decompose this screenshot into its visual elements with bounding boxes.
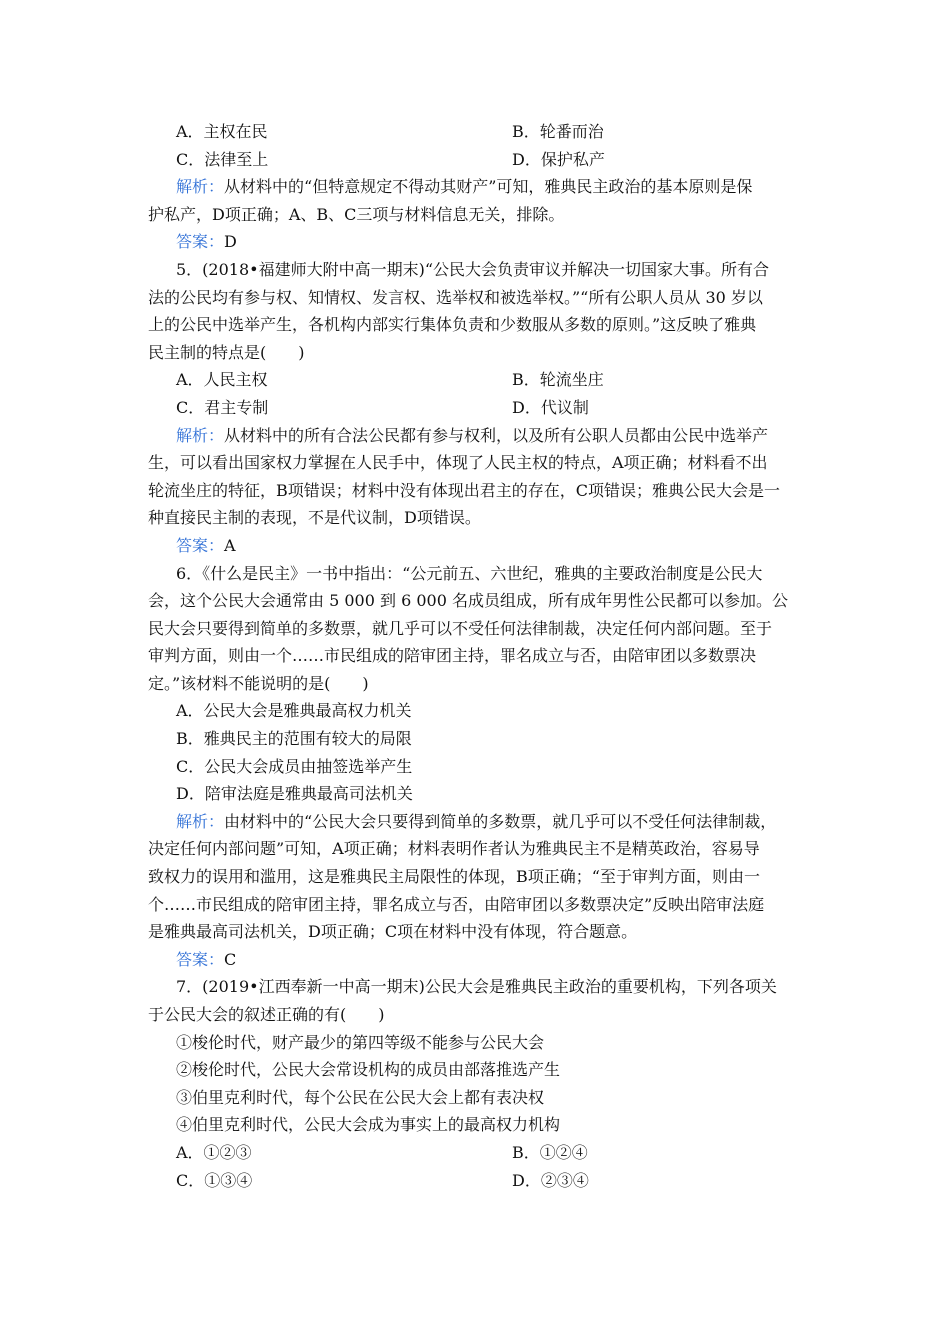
q6-option-d: D．陪审法庭是雅典最高司法机关	[176, 784, 413, 804]
q6-analysis-line: 致权力的误用和滥用，这是雅典民主局限性的体现，B项正确；“至于审判方面，则由一	[148, 867, 760, 887]
q5-answer-label: 答案：	[176, 535, 225, 555]
q5-analysis-line: 种直接民主制的表现，不是代议制，D项错误。	[148, 508, 481, 528]
q5-stem-line: 民主制的特点是( )	[148, 342, 305, 362]
q4-analysis-label: 解析：	[176, 177, 225, 197]
q4-option-c: C．法律至上	[176, 149, 269, 169]
q7-option-d: D．②③④	[512, 1170, 589, 1190]
q6-analysis-line: 决定任何内部问题”可知，A项正确；材料表明作者认为雅典民主不是精英政治，容易导	[148, 839, 760, 859]
q4-option-d: D．保护私产	[512, 149, 605, 169]
q5-stem-line: 上的公民中选举产生，各机构内部实行集体负责和少数服从多数的原则。”这反映了雅典	[148, 315, 757, 335]
q5-stem-line: 5．(2018•福建师大附中高一期末)“公民大会负责审议并解决一切国家大事。所有合	[176, 259, 770, 279]
q4-answer	[148, 228, 812, 256]
q6-analysis	[148, 808, 812, 946]
q7-stem-line: 于公民大会的叙述正确的有( )	[148, 1005, 385, 1024]
q7-option-a: A．①②③	[176, 1142, 252, 1162]
q6-stem-line: 定。”该材料不能说明的是( )	[148, 673, 369, 693]
q6-stem-line: 审判方面，则由一个……市民组成的陪审团主持，罪名成立与否，由陪审团以多数票决	[148, 646, 757, 666]
q7-options-row-2	[148, 1167, 812, 1195]
q6-answer-label: 答案：	[176, 949, 225, 969]
q6-stem-line: 民大会只要得到简单的多数票，就几乎可以不受任何法律制裁，决定任何内部问题。至于	[148, 618, 773, 638]
q7-statement-4: ④伯里克利时代，公民大会成为事实上的最高权力机构	[176, 1115, 561, 1135]
q5-options-row-1	[148, 366, 812, 394]
q6-analysis-label: 解析：	[176, 811, 225, 831]
q5-analysis-line: 轮流坐庄的特征，B项错误；材料中没有体现出君主的存在，C项错误；雅典公民大会是一	[148, 480, 781, 500]
q4-answer-value: D	[224, 232, 237, 252]
q6-analysis-line: 由材料中的“公民大会只要得到简单的多数票，就几乎可以不受任何法律制裁，	[224, 811, 777, 831]
q7-statement-2: ②梭伦时代，公民大会常设机构的成员由部落推选产生	[176, 1060, 561, 1080]
q4-analysis	[148, 173, 812, 228]
q5-analysis-line: 生，可以看出国家权力掌握在人民手中，体现了人民主权的特点，A项正确；材料看不出	[148, 453, 768, 473]
q5-answer	[148, 532, 812, 560]
q5-stem	[148, 256, 812, 366]
q5-analysis-label: 解析：	[176, 425, 225, 445]
q7-stem	[148, 973, 812, 1028]
q7-option-b: B．①②④	[512, 1142, 588, 1162]
q6-option-b: B．雅典民主的范围有较大的局限	[176, 729, 412, 749]
q4-options-row-1	[148, 118, 812, 146]
document-content	[148, 118, 812, 1194]
q5-option-b: B．轮流坐庄	[512, 370, 604, 390]
q6-stem-line: 6．《什么是民主》一书中指出：“公元前五、六世纪，雅典的主要政治制度是公民大	[176, 563, 763, 583]
q6-analysis-line: 是雅典最高司法机关，D项正确；C项在材料中没有体现，符合题意。	[148, 922, 638, 942]
q5-option-d: D．代议制	[512, 397, 589, 417]
q6-analysis-line: 个……市民组成的陪审团主持，罪名成立与否，由陪审团以多数票决定”反映出陪审法庭	[148, 894, 765, 914]
q7-statement-1: ①梭伦时代，财产最少的第四等级不能参与公民大会	[176, 1032, 545, 1052]
q7-options-row-1	[148, 1139, 812, 1167]
q5-option-a: A．人民主权	[176, 370, 268, 390]
q5-option-c: C．君主专制	[176, 397, 269, 417]
q7-stem-line: 7．(2019•江西奉新一中高一期末)公民大会是雅典民主政治的重要机构，下列各项关	[176, 977, 777, 997]
q5-stem-line: 法的公民均有参与权、知情权、发言权、选举权和被选举权。”“所有公职人员从 30 岁以	[148, 287, 763, 307]
q4-options-row-2	[148, 146, 812, 174]
q7-option-c: C．①③④	[176, 1170, 253, 1190]
q6-answer-value: C	[224, 949, 237, 969]
q4-answer-label: 答案：	[176, 232, 225, 252]
q6-stem	[148, 560, 812, 698]
q4-analysis-line: 从材料中的“但特意规定不得动其财产”可知，雅典民主政治的基本原则是保	[224, 177, 753, 197]
q6-answer	[148, 946, 812, 974]
q6-option-a: A．公民大会是雅典最高权力机关	[176, 701, 412, 721]
q4-option-a: A．主权在民	[176, 122, 268, 141]
q4-option-b: B．轮番而治	[512, 122, 604, 141]
q5-options-row-2	[148, 394, 812, 422]
q4-analysis-line: 护私产，D项正确；A、B、C三项与材料信息无关，排除。	[148, 204, 565, 224]
q5-answer-value: A	[224, 535, 236, 555]
q5-analysis	[148, 422, 812, 532]
q7-statement-3: ③伯里克利时代，每个公民在公民大会上都有表决权	[176, 1087, 545, 1107]
q6-stem-line: 会，这个公民大会通常由 5 000 到 6 000 名成员组成，所有成年男性公民都可以参加。公	[148, 591, 788, 611]
q6-option-c: C．公民大会成员由抽签选举产生	[176, 756, 413, 776]
q5-analysis-line: 从材料中的所有合法公民都有参与权利，以及所有公职人员都由公民中选举产	[224, 425, 769, 445]
